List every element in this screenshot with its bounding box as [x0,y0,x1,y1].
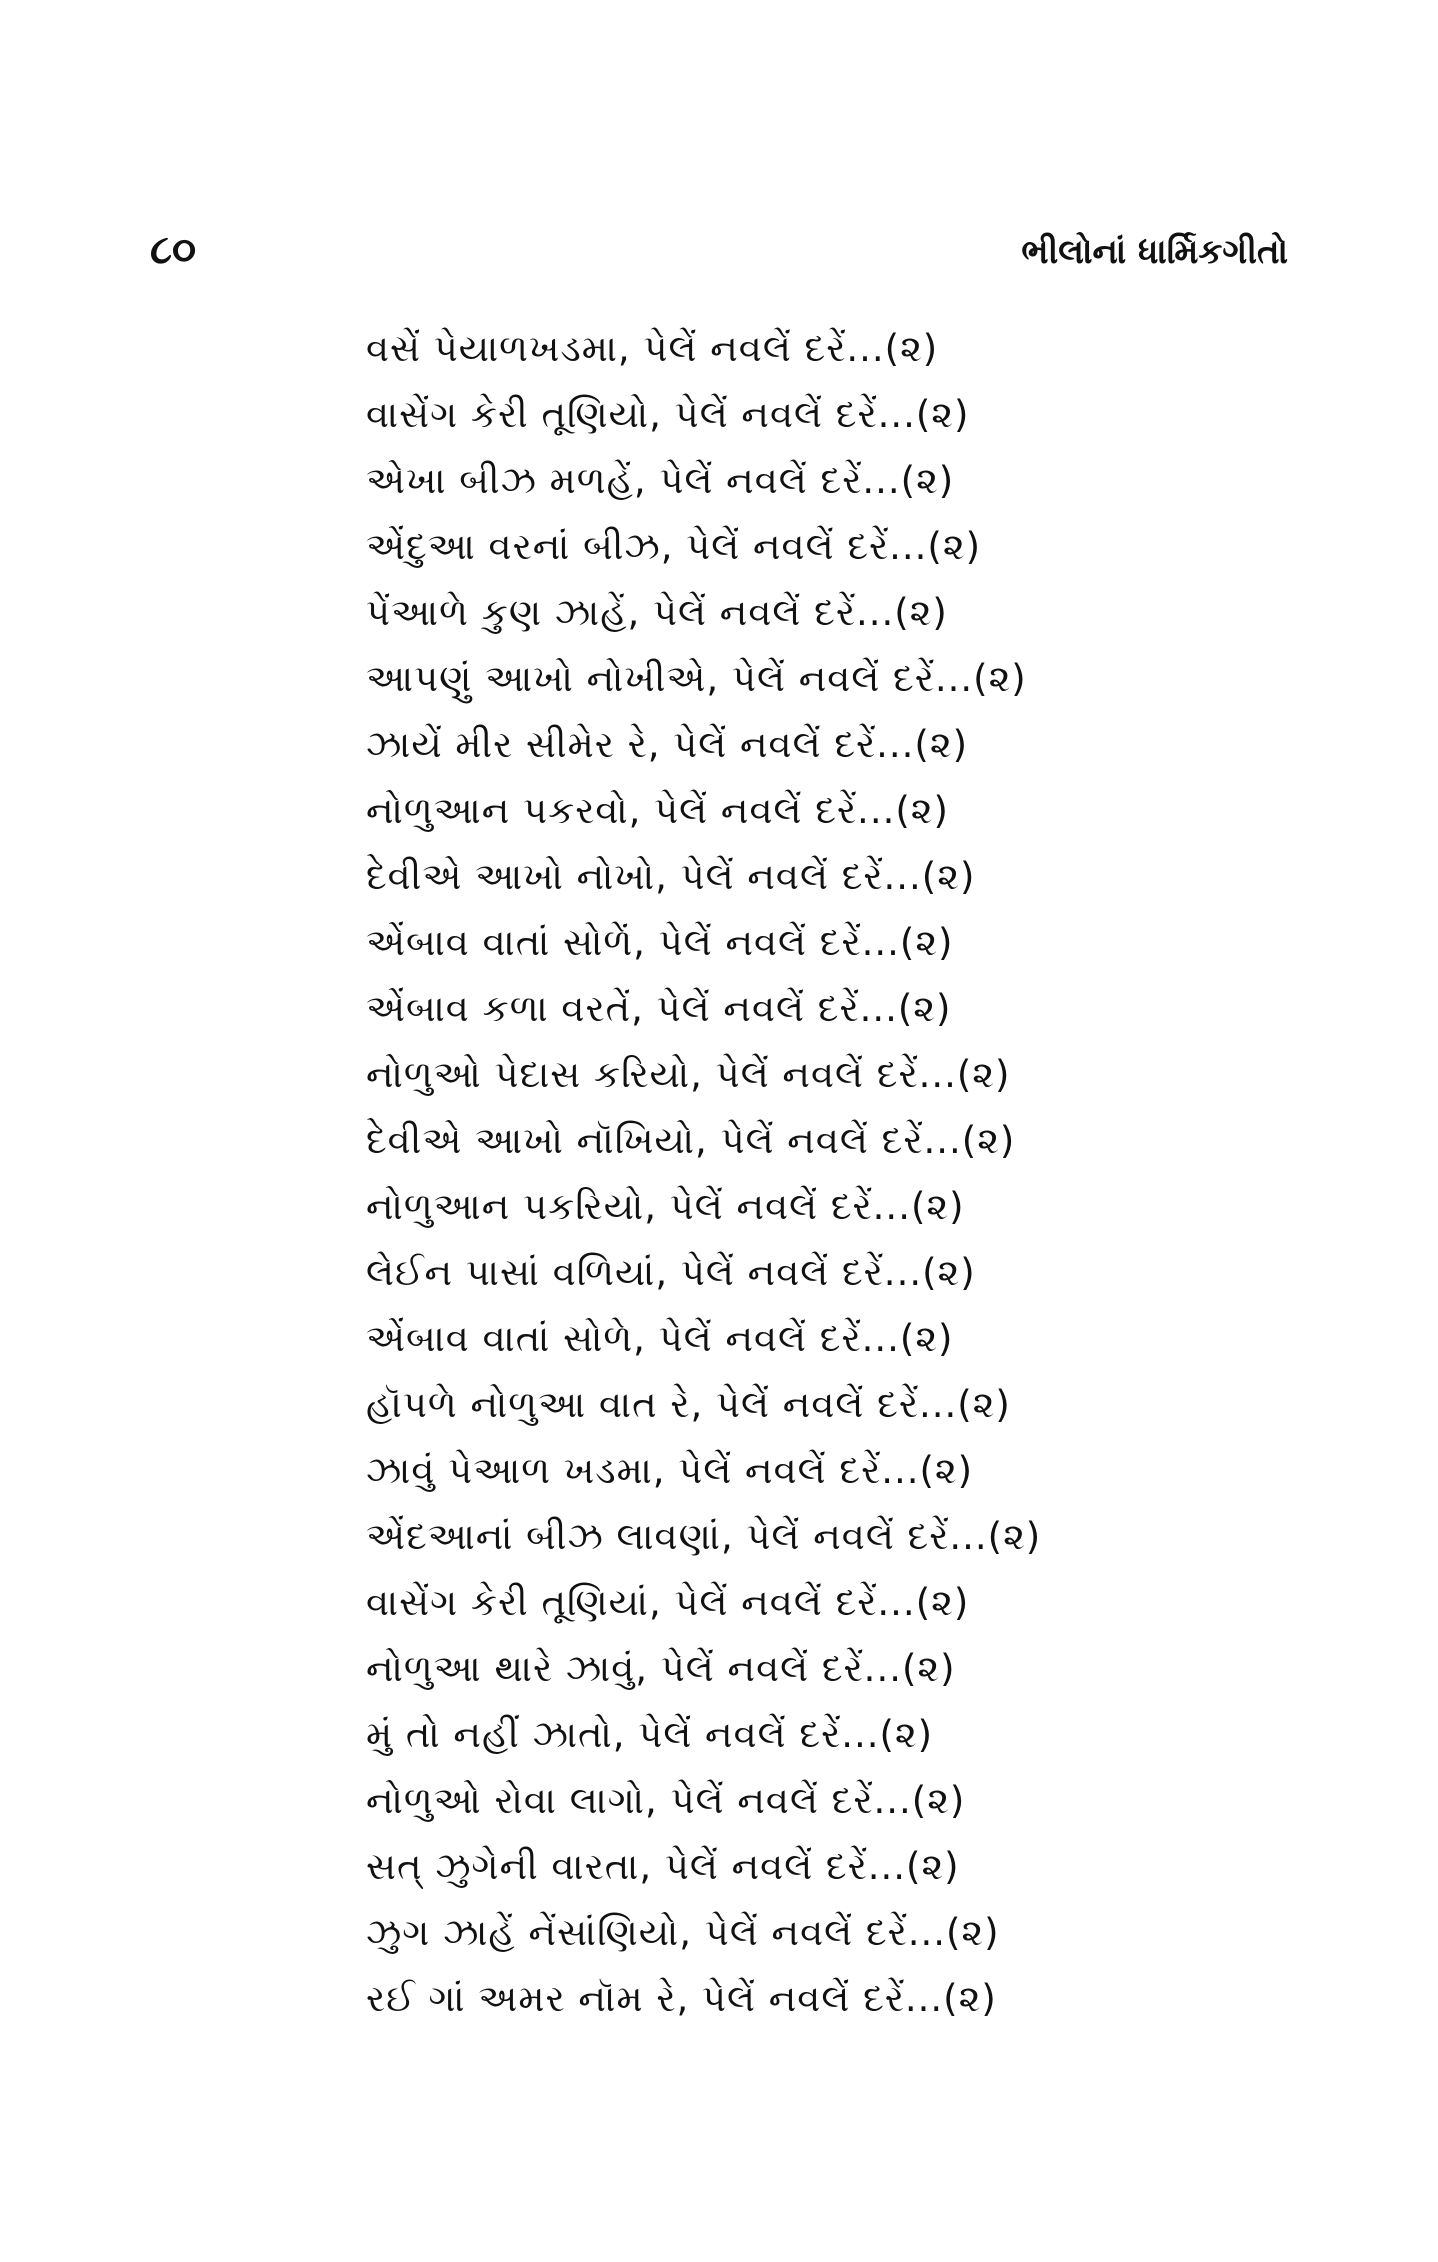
verse-line-20: વાસેંગ કેરી તૂણિયાં, પેલેં નવલેં દરેં...(૨) [366,1581,970,1624]
page-number: ૮૦ [150,227,197,273]
verse-line-2: વાસેંગ કેરી તૂણિયો, પેલેં નવલેં દરેં...(૨) [366,393,970,436]
verse-line-18: ઝાવું પેઆળ ખડમા, પેલેં નવલેં દરેં...(૨) [366,1449,974,1492]
verse-line-22: મું તો નહીં ઝાતો, પેલેં નવલેં દરેં...(૨) [366,1713,934,1756]
verse-line-16: એંબાવ વાતાં સોળે, પેલેં નવલેં દરેં...(૨) [366,1317,954,1360]
verse-line-6: આપણું આખો નોખીએ, પેલેં નવલેં દરેં...(૨) [366,657,1027,700]
verse-line-8: નોળુઆન પકરવો, પેલેં નવલેં દરેં...(૨) [366,789,949,832]
verse-line-15: લેઈન પાસાં વળિયાં, પેલેં નવલેં દરેં...(૨) [366,1251,976,1294]
verse-line-14: નોળુઆન પકરિયો, પેલેં નવલેં દરેં...(૨) [366,1185,965,1228]
verse-line-9: દેવીએ આખો નોખો, પેલેં નવલેં દરેં...(૨) [366,855,976,898]
running-title: ભીલોનાં ધાર્મિકગીતો [1021,232,1288,272]
verse-line-5: પેંઆળે કુણ ઝાહેં, પેલેં નવલેં દરેં...(૨) [366,591,948,634]
verse-line-26: રઈ ગાં અમર નૉમ રે, પેલેં નવલેં દરેં...(૨) [366,1977,997,2020]
verse-line-11: એંબાવ કળા વરતેં, પેલેં નવલેં દરેં...(૨) [366,987,952,1030]
verse-line-23: નોળુઓ રોવા લાગો, પેલેં નવલેં દરેં...(૨) [366,1779,966,1822]
verse-line-1: વસેં પેયાળખડમા, પેલેં નવલેં દરેં...(૨) [366,327,939,370]
verse-line-12: નોળુઓ પેદાસ કરિયો, પેલેં નવલેં દરેં...(૨) [366,1053,1011,1096]
verse-line-13: દેવીએ આખો નૉખિયો, પેલેં નવલેં દરેં...(૨) [366,1119,1016,1162]
verse-line-10: એંબાવ વાતાં સોળેં, પેલેં નવલેં દરેં...(૨) [366,921,954,964]
verse-line-19: એંદઆનાં બીઝ લાવણાં, પેલેં નવલેં દરેં...(૨) [366,1515,1042,1558]
verse-line-3: એખા બીઝ મળહેં, પેલેં નવલેં દરેં...(૨) [366,459,955,502]
verse-line-17: હૉપળે નોળુઆ વાત રે, પેલેં નવલેં દરેં...(૨) [366,1383,1011,1426]
verse-line-4: એંદુઆ વરનાં બીઝ, પેલેં નવલેં દરેં...(૨) [366,525,982,568]
verse-line-24: સત્ ઝુગેની વારતા, પેલેં નવલેં દરેં...(૨) [366,1845,960,1888]
verse-line-25: ઝુગ ઝાહેં નેંસાંણિયો, પેલેં નવલેં દરેં...(૨) [366,1911,1000,1954]
verse-line-7: ઝાયેં મીર સીમેર રે, પેલેં નવલેં દરેં...(૨) [366,723,969,766]
verse-line-21: નોળુઆ થારે ઝાવું, પેલેં નવલેં દરેં...(૨) [366,1647,956,1690]
verse-block [366,316,1106,2032]
